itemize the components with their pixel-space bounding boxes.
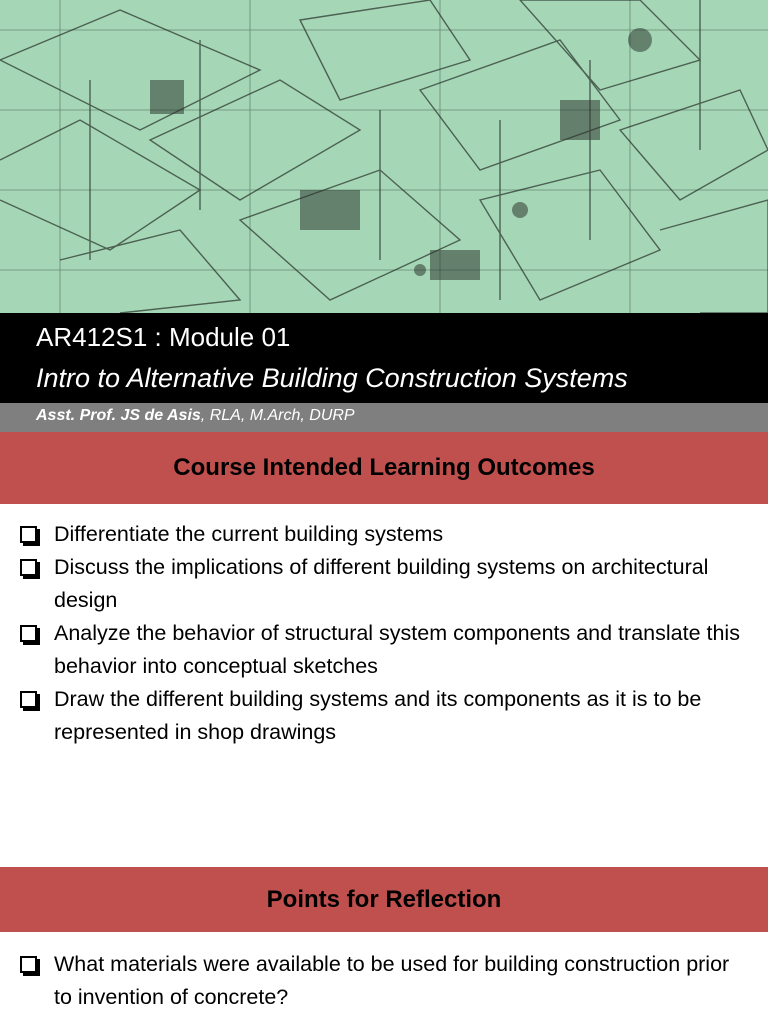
reflection-title: Points for Reflection: [266, 885, 502, 913]
author-line: [36, 405, 355, 427]
reflection-header: [0, 867, 768, 932]
list-item: [20, 683, 750, 749]
list-item: [20, 518, 750, 551]
module-code: AR412S1 : Module 01: [36, 322, 291, 352]
outcomes-header: [0, 432, 768, 504]
author-credentials: , RLA, M.Arch, DURP: [200, 407, 355, 424]
checkbox-icon: [20, 691, 37, 708]
checkbox-icon: [20, 625, 37, 642]
city-sketch-illustration: [0, 0, 768, 313]
reflection-list: [20, 948, 750, 1014]
module-title: Intro to Alternative Building Construction Systems: [36, 363, 628, 393]
author-name: Asst. Prof. JS de Asis: [36, 407, 201, 424]
list-item-text: Discuss the implications of different building systems on architectural design: [54, 555, 709, 612]
checkbox-icon: [20, 559, 37, 576]
list-item-text: Differentiate the current building systems: [54, 522, 444, 546]
list-item-text: Analyze the behavior of structural system components and translate this behavior into conceptual sketches: [54, 621, 740, 678]
outcomes-title: Course Intended Learning Outcomes: [173, 454, 595, 481]
list-item: [20, 551, 750, 617]
list-item: [20, 617, 750, 683]
list-item-text: Draw the different building systems and its components as it is to be represented in shop drawings: [54, 687, 702, 744]
cover-image: [0, 0, 768, 313]
checkbox-icon: [20, 956, 37, 973]
checkbox-icon: [20, 526, 37, 543]
list-item: [20, 948, 750, 1014]
outcomes-list: [20, 518, 750, 749]
list-item-text: What materials were available to be used for building construction prior to invention of concrete?: [54, 952, 730, 1009]
